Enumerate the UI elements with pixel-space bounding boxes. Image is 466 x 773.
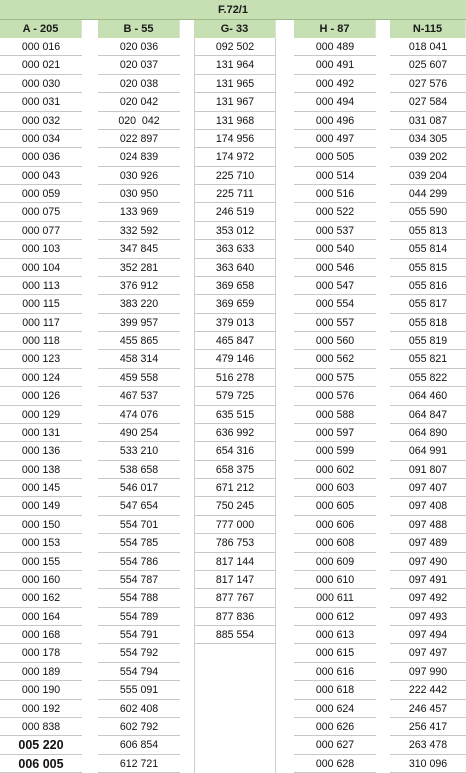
table-cell: 055 822 [390,369,466,387]
table-cell: 376 912 [98,277,180,295]
table-cell: 000 588 [294,406,376,424]
table-cell: 000 491 [294,56,376,74]
sheet-title: F.72/1 [0,0,466,20]
table-cell: 000 153 [0,534,82,552]
table-cell: 369 658 [195,277,275,295]
table-cell: 027 584 [390,93,466,111]
table-cell: 055 814 [390,240,466,258]
table-cell: 877 767 [195,589,275,607]
table-cell: 465 847 [195,332,275,350]
table-cell: 039 204 [390,167,466,185]
table-cell: 602 408 [98,700,180,718]
table-cell: 000 562 [294,350,376,368]
table-cell: 479 146 [195,350,275,368]
table-cell: 817 147 [195,571,275,589]
table-cell: 000 516 [294,185,376,203]
table-cell: 000 624 [294,700,376,718]
table-cell: 000 557 [294,314,376,332]
table-cell: 000 492 [294,75,376,93]
table-cell: 538 658 [98,461,180,479]
table-cell: 000 162 [0,589,82,607]
table-cell: 174 972 [195,148,275,166]
table-cell: 000 618 [294,681,376,699]
table-cell: 000 514 [294,167,376,185]
table-cell: 554 785 [98,534,180,552]
table-cell: 000 129 [0,406,82,424]
table-cell: 000 627 [294,736,376,754]
table-cell: 225 711 [195,185,275,203]
table-cell: 246 519 [195,203,275,221]
table-cell: 363 633 [195,240,275,258]
table-cell: 490 254 [98,424,180,442]
table-cell: 000 522 [294,203,376,221]
table-cell: 097 990 [390,663,466,681]
table-cell: 097 491 [390,571,466,589]
table-cell: 055 813 [390,222,466,240]
table-cell: 671 212 [195,479,275,497]
table-cell: 000 178 [0,644,82,662]
column-header-g: G- 33 [194,20,276,38]
header-gap [180,20,194,38]
table-cell: 467 537 [98,387,180,405]
table-cell: 516 278 [195,369,275,387]
table-cell: 055 817 [390,295,466,313]
table-cell: 097 490 [390,553,466,571]
table-cell: 000 611 [294,589,376,607]
table-cell: 064 991 [390,442,466,460]
table-cell: 097 408 [390,497,466,515]
column-h [294,38,376,773]
table-cell: 222 442 [390,681,466,699]
table-cell: 097 494 [390,626,466,644]
column-header-h: H - 87 [294,20,376,38]
table-cell: 000 576 [294,387,376,405]
table-cell: 474 076 [98,406,180,424]
table-cell: 000 605 [294,497,376,515]
table-cell: 133 969 [98,203,180,221]
table-cell: 000 192 [0,700,82,718]
table-cell: 031 087 [390,112,466,130]
table-cell: 000 546 [294,259,376,277]
table-cell: 024 839 [98,148,180,166]
table-cell: 554 788 [98,589,180,607]
table-cell: 263 478 [390,736,466,754]
table-cell: 000 043 [0,167,82,185]
table-cell: 000 609 [294,553,376,571]
table-cell: 022 897 [98,130,180,148]
table-cell: 055 590 [390,203,466,221]
table-cell: 554 701 [98,516,180,534]
table-cell: 020 037 [98,56,180,74]
table-cell: 000 496 [294,112,376,130]
table-cell: 554 792 [98,644,180,662]
table-cell: 000 497 [294,130,376,148]
table-cell: 579 725 [195,387,275,405]
table-cell: 000 160 [0,571,82,589]
table-cell: 353 012 [195,222,275,240]
table-cell: 000 612 [294,608,376,626]
table-cell: 000 606 [294,516,376,534]
column-n [390,38,466,773]
table-cell: 000 615 [294,644,376,662]
table-cell: 000 599 [294,442,376,460]
table-cell: 225 710 [195,167,275,185]
table-cell: 554 791 [98,626,180,644]
table-cell: 000 610 [294,571,376,589]
table-cell: 000 547 [294,277,376,295]
column-g [194,38,276,773]
table-cell: 174 956 [195,130,275,148]
table-cell: 020 042 [98,93,180,111]
table-cell: 055 815 [390,259,466,277]
table-cell: 000 136 [0,442,82,460]
table-cell: 055 821 [390,350,466,368]
table-cell: 000 628 [294,755,376,773]
table-cell: 379 013 [195,314,275,332]
table-cell: 131 968 [195,112,275,130]
table-cell: 000 123 [0,350,82,368]
table-cell: 131 964 [195,56,275,74]
table-cell: 092 502 [195,38,275,56]
table-cell: 020 042 [98,112,180,130]
table-cell: 000 155 [0,553,82,571]
table-cell: 750 245 [195,497,275,515]
table-cell: 000 031 [0,93,82,111]
table-cell: 612 721 [98,755,180,773]
table-cell: 000 118 [0,332,82,350]
table-cell: 000 505 [294,148,376,166]
table-cell: 000 575 [294,369,376,387]
table-cell: 555 091 [98,681,180,699]
table-cell: 547 654 [98,497,180,515]
table-cell: 064 847 [390,406,466,424]
table-cell: 000 189 [0,663,82,681]
column-header-b: B - 55 [98,20,180,38]
table-cell: 131 965 [195,75,275,93]
table-cell: 000 608 [294,534,376,552]
table-cell: 399 957 [98,314,180,332]
table-cell: 000 021 [0,56,82,74]
table-cell: 000 126 [0,387,82,405]
table-cell: 055 816 [390,277,466,295]
table-cell: 817 144 [195,553,275,571]
table-cell: 055 819 [390,332,466,350]
table-cell: 039 202 [390,148,466,166]
table-cell: 000 075 [0,203,82,221]
table-cell: 064 460 [390,387,466,405]
table-cell: 000 168 [0,626,82,644]
table-cell: 000 104 [0,259,82,277]
table-cell: 000 131 [0,424,82,442]
table-cell: 020 038 [98,75,180,93]
header-gap [276,20,294,38]
table-cell: 000 149 [0,497,82,515]
table-cell: 030 950 [98,185,180,203]
table-cell: 885 554 [195,626,275,644]
table-cell: 034 305 [390,130,466,148]
table-cell: 658 375 [195,461,275,479]
table-cell: 654 316 [195,442,275,460]
table-cell: 458 314 [98,350,180,368]
table-cell: 000 494 [294,93,376,111]
table-cell: 459 558 [98,369,180,387]
table-cell: 000 115 [0,295,82,313]
table-cell: 025 607 [390,56,466,74]
table-cell: 000 560 [294,332,376,350]
table-cell: 000 030 [0,75,82,93]
table-cell: 030 926 [98,167,180,185]
table-cell: 352 281 [98,259,180,277]
table-cell: 000 613 [294,626,376,644]
table-cell: 000 164 [0,608,82,626]
table-cell: 000 838 [0,718,82,736]
table-cell: 000 616 [294,663,376,681]
column-header-n: N-115 [390,20,466,38]
table-cell: 546 017 [98,479,180,497]
table-cell: 554 787 [98,571,180,589]
table-cell: 347 845 [98,240,180,258]
table-cell: 000 034 [0,130,82,148]
column-b [98,38,180,773]
table-cell: 256 417 [390,718,466,736]
table-cell: 877 836 [195,608,275,626]
table-cell: 000 597 [294,424,376,442]
table-cell: 636 992 [195,424,275,442]
table-cell: 000 537 [294,222,376,240]
table-cell: 000 032 [0,112,82,130]
table-cell: 606 854 [98,736,180,754]
table-cell: 383 220 [98,295,180,313]
table-cell: 000 103 [0,240,82,258]
table-cell: 027 576 [390,75,466,93]
table-cell: 310 096 [390,755,466,773]
table-cell: 455 865 [98,332,180,350]
table-cell: 020 036 [98,38,180,56]
table-cell: 131 967 [195,93,275,111]
table-cell: 000 036 [0,148,82,166]
table-cell: 000 117 [0,314,82,332]
table-cell: 000 554 [294,295,376,313]
table-cell: 332 592 [98,222,180,240]
table-cell: 000 113 [0,277,82,295]
table-cell: 000 077 [0,222,82,240]
table-cell: 635 515 [195,406,275,424]
table-cell: 018 041 [390,38,466,56]
table-cell: 000 540 [294,240,376,258]
table-cell: 097 489 [390,534,466,552]
table-cell: 000 150 [0,516,82,534]
column-a [0,38,82,773]
table-cell: 097 497 [390,644,466,662]
table-cell: 602 792 [98,718,180,736]
table-cell: 091 807 [390,461,466,479]
table-cell: 000 138 [0,461,82,479]
table-cell: 777 000 [195,516,275,534]
table-cell: 533 210 [98,442,180,460]
table-cell: 246 457 [390,700,466,718]
table-cell: 000 145 [0,479,82,497]
table-cell: 554 786 [98,553,180,571]
table-cell: 097 493 [390,608,466,626]
table-cell: 005 220 [0,736,82,754]
table-cell: 000 626 [294,718,376,736]
table-cell: 097 492 [390,589,466,607]
table-cell: 000 059 [0,185,82,203]
table-cell: 000 190 [0,681,82,699]
table-cell: 786 753 [195,534,275,552]
table-cell: 000 489 [294,38,376,56]
table-cell: 000 124 [0,369,82,387]
table-cell: 000 603 [294,479,376,497]
table-cell: 554 789 [98,608,180,626]
table-cell: 055 818 [390,314,466,332]
header-gap [376,20,390,38]
table-cell: 000 602 [294,461,376,479]
table-cell: 363 640 [195,259,275,277]
table-cell: 097 488 [390,516,466,534]
table-cell: 006 005 [0,755,82,773]
column-header-a: A - 205 [0,20,82,38]
table-cell: 000 016 [0,38,82,56]
table-cell: 064 890 [390,424,466,442]
table-cell: 044 299 [390,185,466,203]
table-cell: 097 407 [390,479,466,497]
table-cell: 554 794 [98,663,180,681]
header-gap [82,20,98,38]
table-cell: 369 659 [195,295,275,313]
